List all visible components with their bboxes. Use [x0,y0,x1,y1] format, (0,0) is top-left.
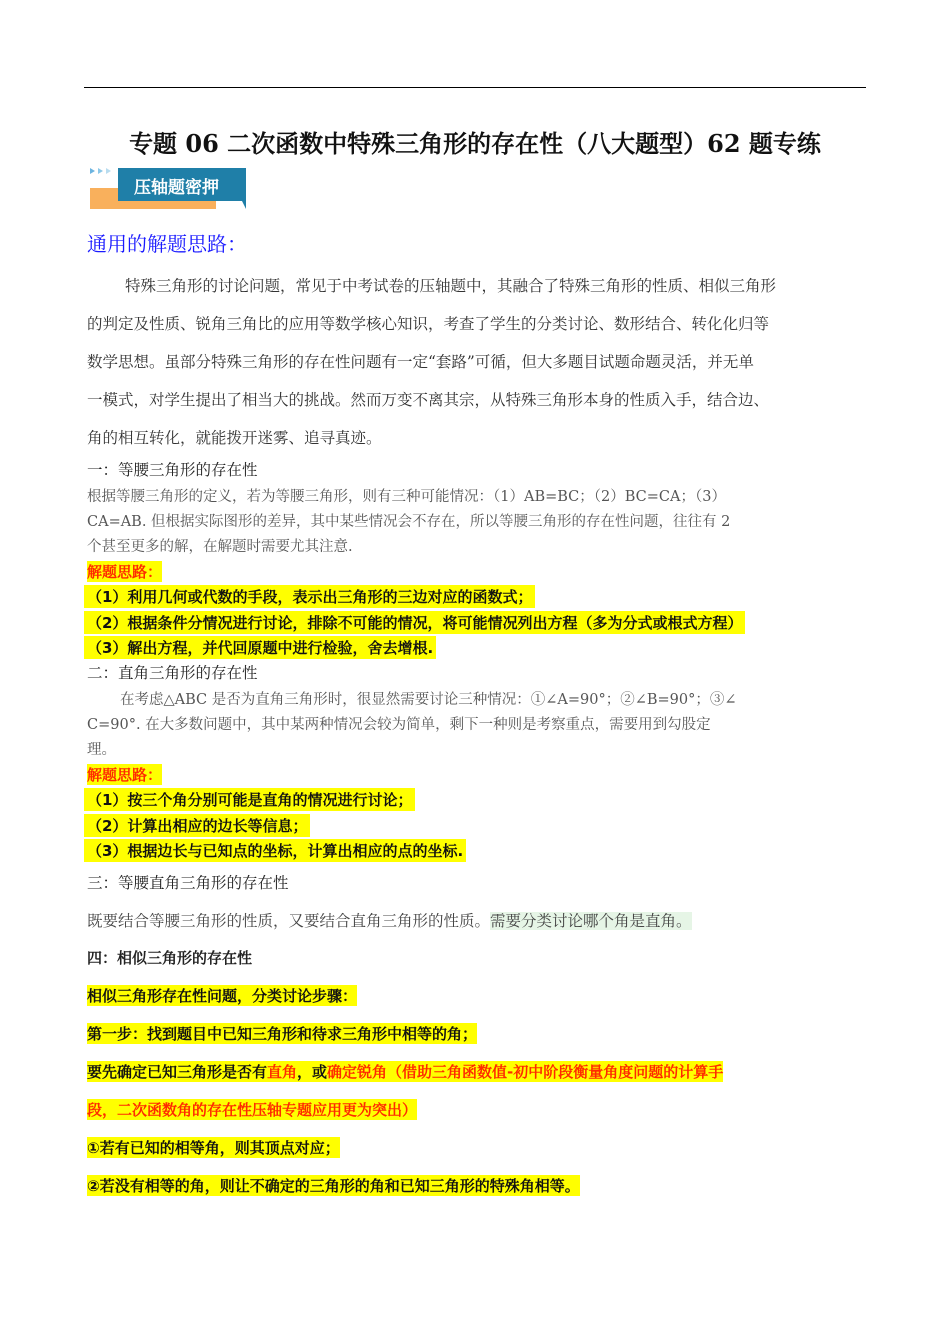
general-heading: 通用的解题思路： [87,232,247,256]
body-line: 段，二次函数角的存在性压轴专题应用更为突出） [87,1101,418,1119]
highlighted-text: 需要分类讨论哪个角是直角。 [490,912,692,930]
intro-line: 一模式，对学生提出了相当大的挑战。然而万变不离其宗，从特殊三角形本身的性质入手，结合边、 [87,391,770,409]
header-rule [84,87,866,88]
section-heading: 三：等腰直角三角形的存在性 [87,874,289,892]
step: （2）计算出相应的边长等信息； [84,814,310,837]
intro-line: 特殊三角形的讨论问题，常见于中考试卷的压轴题中，其融合了特殊三角形的性质、相似三角形 [125,277,777,295]
body-line: CA=AB. 但根据实际图形的差异，其中某些情况会不存在，所以等腰三角形的存在性问题，往往有 2 [87,514,731,530]
text: ，或 [297,1063,328,1081]
step: （1）按三个角分别可能是直角的情况进行讨论； [84,788,415,811]
step: （3）解出方程，并代回原题中进行检验，舍去增根. [84,636,436,659]
section-heading: 四：相似三角形的存在性 [87,949,253,967]
body-line: 相似三角形存在性问题，分类讨论步骤： [87,987,358,1005]
intro-line: 角的相互转化，就能拨开迷雾、追寻真迹。 [87,429,382,447]
body-line: 根据等腰三角形的定义，若为等腰三角形，则有三种可能情况：（1）AB=BC；（2）BC=CA；（3） [87,489,726,505]
step: （2）根据条件分情况进行讨论，排除不可能的情况，将可能情况列出方程（多为分式或根式方程） [84,611,745,634]
red-text: 确定锐角（借助三角函数值-初中阶段衡量角度问题的计算手 [327,1063,724,1081]
intro-line: 的判定及性质、锐角三角比的应用等数学核心知识，考查了学生的分类讨论、数形结合、转化化归等 [87,315,770,333]
body-text: 既要结合等腰三角形的性质，又要结合直角三角形的性质。 [87,912,491,930]
body-line: 在考虑△ABC 是否为直角三角形时，很显然需要讨论三种情况：①∠A=90°；②∠B=90°；③∠ [120,692,737,708]
body-line: ①若有已知的相等角，则其顶点对应； [87,1139,340,1157]
text: 要先确定已知三角形是否有 [87,1063,268,1081]
page-title: 专题 06 二次函数中特殊三角形的存在性（八大题型）62 题专练 [129,129,821,158]
tips-label: 解题思路： [87,766,163,784]
body-line [87,1061,723,1082]
tips-label: 解题思路： [87,563,163,581]
body-line: ②若没有相等的角，则让不确定的三角形的角和已知三角形的特殊角相等。 [87,1177,580,1195]
body-line: 个甚至更多的解，在解题时需要尤其注意. [87,539,353,555]
body-line: 理。 [87,742,116,758]
section-heading: 二：直角三角形的存在性 [87,664,258,682]
banner [90,165,250,211]
step: （1）利用几何或代数的手段，表示出三角形的三边对应的函数式； [84,585,535,608]
banner-label: 压轴题密押 [134,178,219,198]
section-heading: 一：等腰三角形的存在性 [87,461,258,479]
step: （3）根据边长与已知点的坐标，计算出相应的点的坐标. [84,839,466,862]
red-text: 直角 [267,1063,298,1081]
body-line: 第一步：找到题目中已知三角形和待求三角形中相等的角； [87,1025,478,1043]
body-line [87,909,692,931]
intro-line: 数学思想。虽部分特殊三角形的存在性问题有一定“套路”可循，但大多题目试题命题灵活，并无单 [87,353,754,371]
body-line: C=90°. 在大多数问题中，其中某两种情况会较为简单，剩下一种则是考察重点，需要用到勾股定 [87,717,711,733]
